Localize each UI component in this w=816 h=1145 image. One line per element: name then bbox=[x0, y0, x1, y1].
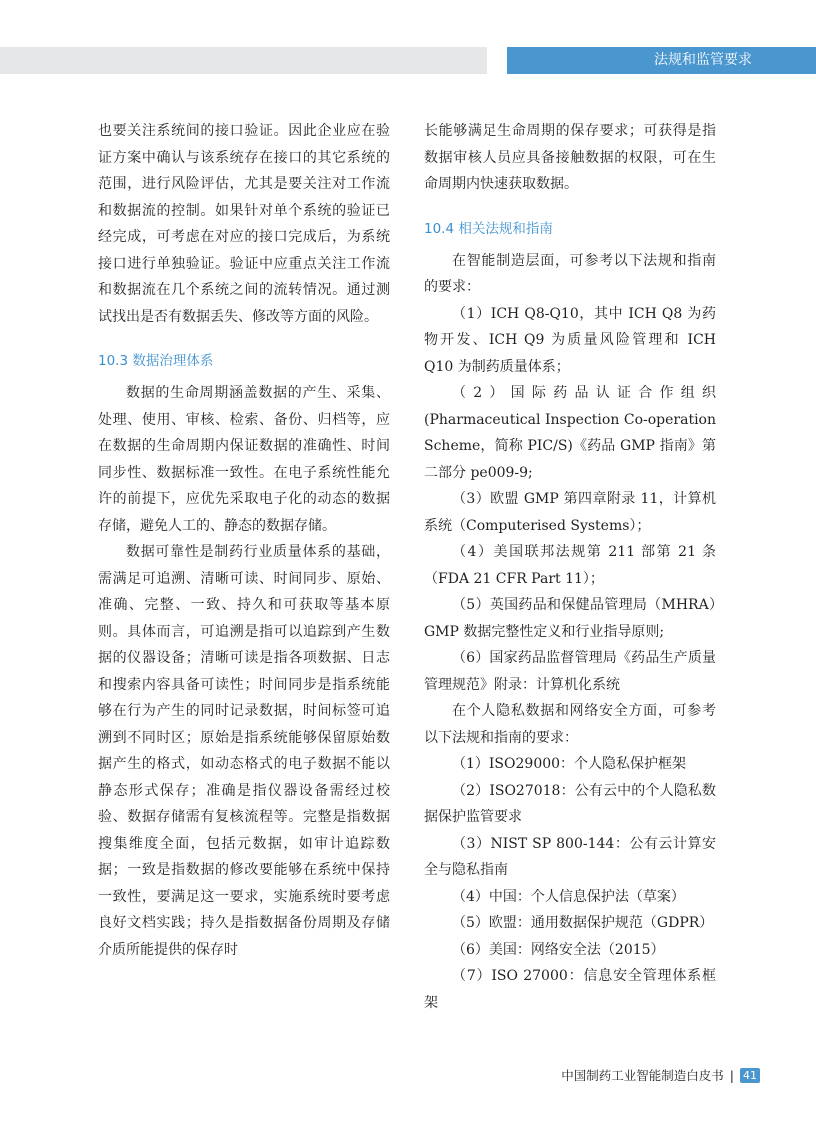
header-section-bar bbox=[507, 47, 816, 74]
left-paragraph-3: 数据可靠性是制药行业质量体系的基础，需满足可追溯、清晰可读、时间同步、原始、准确、完整、一致、持久和可获取等基本原则。具体而言，可追溯是指可以追踪到产生数据的仪器设备；清晰可读是指各项数据、日志和搜索内容具备可读性；时间同步是指系统能够在行为产生的同时记录数据，时间标签可追溯到不同时区；原始是指系统能够保留原始数据产生的格式，如动态格式的电子数据不能以静态形式保存；准确是指仪器设备需经过校验、数据存储需有复核流程等。完整是指数据搜集维度全面，包括元数据，如审计追踪数据；一致是指数据的修改要能够在系统中保持一致性，要满足这一要求，实施系统时要考虑良好文档实践；持久是指数据备份周期及存储介质所能提供的保存时 bbox=[98, 544, 390, 958]
list-item: （3）NIST SP 800-144：公有云计算安全与隐私指南 bbox=[424, 835, 716, 878]
left-paragraph-1: 也要关注系统间的接口验证。因此企业应在验证方案中确认与该系统存在接口的其它系统的范围，进行风险评估，尤其是要关注对工作流和数据流的控制。如果针对单个系统的验证已经完成，可考虑在对应的接口完成后，为系统接口进行单独验证。验证中应重点关注工作流和数据流在几个系统之间的流转情况。通过测试找出是否有数据丢失、修改等方面的风险。 bbox=[98, 123, 390, 325]
intro-smart-manufacturing: 在智能制造层面，可参考以下法规和指南的要求： bbox=[424, 252, 716, 295]
section-heading-10-4: 10.4 相关法规和指南 bbox=[424, 220, 553, 237]
book-title: 中国制药工业智能制造白皮书 bbox=[561, 1068, 724, 1083]
section-heading-10-3: 10.3 数据治理体系 bbox=[98, 353, 214, 369]
list-item: （6）国家药品监督管理局《药品生产质量管理规范》附录：计算机化系统 bbox=[424, 650, 716, 693]
list-item: （2）国际药品认证合作组织(Pharmaceutical Inspection Co-operation Scheme，简称 PIC/S)《药品 GMP 指南》第二部分 pe009-9; bbox=[424, 385, 716, 481]
page-number: 41 bbox=[740, 1068, 760, 1083]
list-item: （6）美国：网络安全法（2015） bbox=[452, 941, 665, 958]
section-title: 法规和监管要求 bbox=[654, 52, 752, 68]
left-column bbox=[98, 118, 390, 963]
list-item: （3）欧盟 GMP 第四章附录 11，计算机系统（Computerised Systems）； bbox=[424, 491, 716, 534]
right-column bbox=[424, 118, 716, 1016]
right-paragraph-1: 长能够满足生命周期的保存要求；可获得是指数据审核人员应具备接触数据的权限，可在生命周期内快速获取数据。 bbox=[424, 123, 716, 192]
list-item: （1）ISO29000：个人隐私保护框架 bbox=[452, 756, 687, 772]
left-paragraph-2: 数据的生命周期涵盖数据的产生、采集、处理、使用、审核、检索、备份、归档等，应在数据的生命周期内保证数据的准确性、时间同步性、数据标准一致性。在电子系统性能允许的前提下，应优先采取电子化的动态的数据存储，避免人工的、静态的数据存储。 bbox=[98, 385, 390, 534]
header-gray-bar bbox=[0, 47, 487, 74]
list-item: （7）ISO 27000：信息安全管理体系框架 bbox=[424, 968, 716, 1011]
intro-privacy-security: 在个人隐私数据和网络安全方面，可参考以下法规和指南的要求： bbox=[424, 703, 716, 746]
list-item: （4）中国：个人信息保护法（草案） bbox=[452, 888, 685, 905]
page-footer bbox=[561, 1066, 760, 1084]
list-item: （4）美国联邦法规第 211 部第 21 条（FDA 21 CFR Part 11）； bbox=[424, 544, 716, 587]
list-item: （2）ISO27018：公有云中的个人隐私数据保护监管要求 bbox=[424, 782, 716, 825]
footer-separator: | bbox=[729, 1067, 734, 1083]
list-item: （5）英国药品和保健品管理局（MHRA）GMP 数据完整性定义和行业指导原则; bbox=[424, 597, 716, 640]
list-item: （5）欧盟：通用数据保护规范（GDPR） bbox=[452, 915, 714, 931]
list-item: （1）ICH Q8-Q10，其中 ICH Q8 为药物开发、ICH Q9 为质量风险管理和 ICH Q10 为制药质量体系； bbox=[424, 305, 716, 375]
